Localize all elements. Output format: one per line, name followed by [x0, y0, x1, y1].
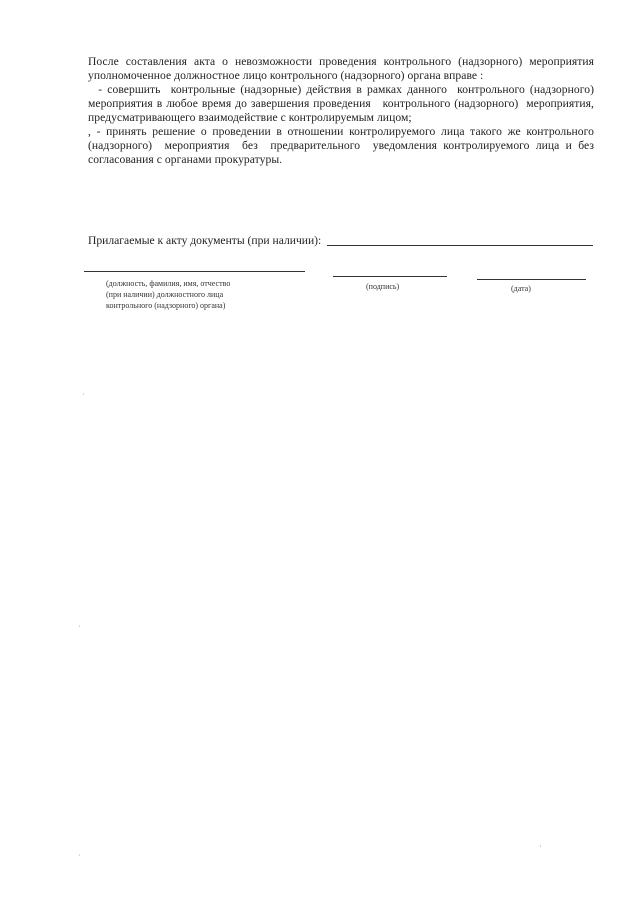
scan-speck: ˙ [82, 392, 85, 401]
signature-caption: (подпись) [366, 282, 400, 291]
scan-speck: · [539, 842, 542, 851]
list-item-2: , - принять решение о проведении в отношении контролируемого лица такого же контрольного (надзорного) мероприятия без предварительного уведомления контролируемого лица и без согласования с органами прокуратуры. [88, 125, 600, 166]
official-signature-line [84, 271, 305, 272]
official-caption: (должность, фамилия, имя, отчество (при наличии) должностного лица контрольного (надзорного) органа) [106, 279, 231, 310]
date-line [477, 279, 586, 280]
scan-speck: ˙ [78, 853, 81, 862]
list-item-1: - совершить контрольные (надзорные) действия в рамках данного контрольного (надзорного) мероприятия в любое время до завершения проведения контрольного (надзорного) мероприятия, предусматривающего взаимодействие с контролируемым лицом; [88, 83, 597, 124]
attachments-label: Прилагаемые к акту документы (при наличии): [88, 234, 322, 247]
attachments-blank-line [327, 244, 593, 246]
date-caption: (дата) [511, 284, 531, 293]
scan-speck: ˙ [78, 624, 81, 633]
intro-paragraph: После составления акта о невозможности проведения контрольного (надзорного) мероприятия уполномоченное должностное лицо контрольного (надзорного) органа вправе : [88, 55, 594, 82]
attachments-row [88, 234, 593, 248]
signature-line [333, 276, 447, 277]
document-body [88, 55, 600, 167]
